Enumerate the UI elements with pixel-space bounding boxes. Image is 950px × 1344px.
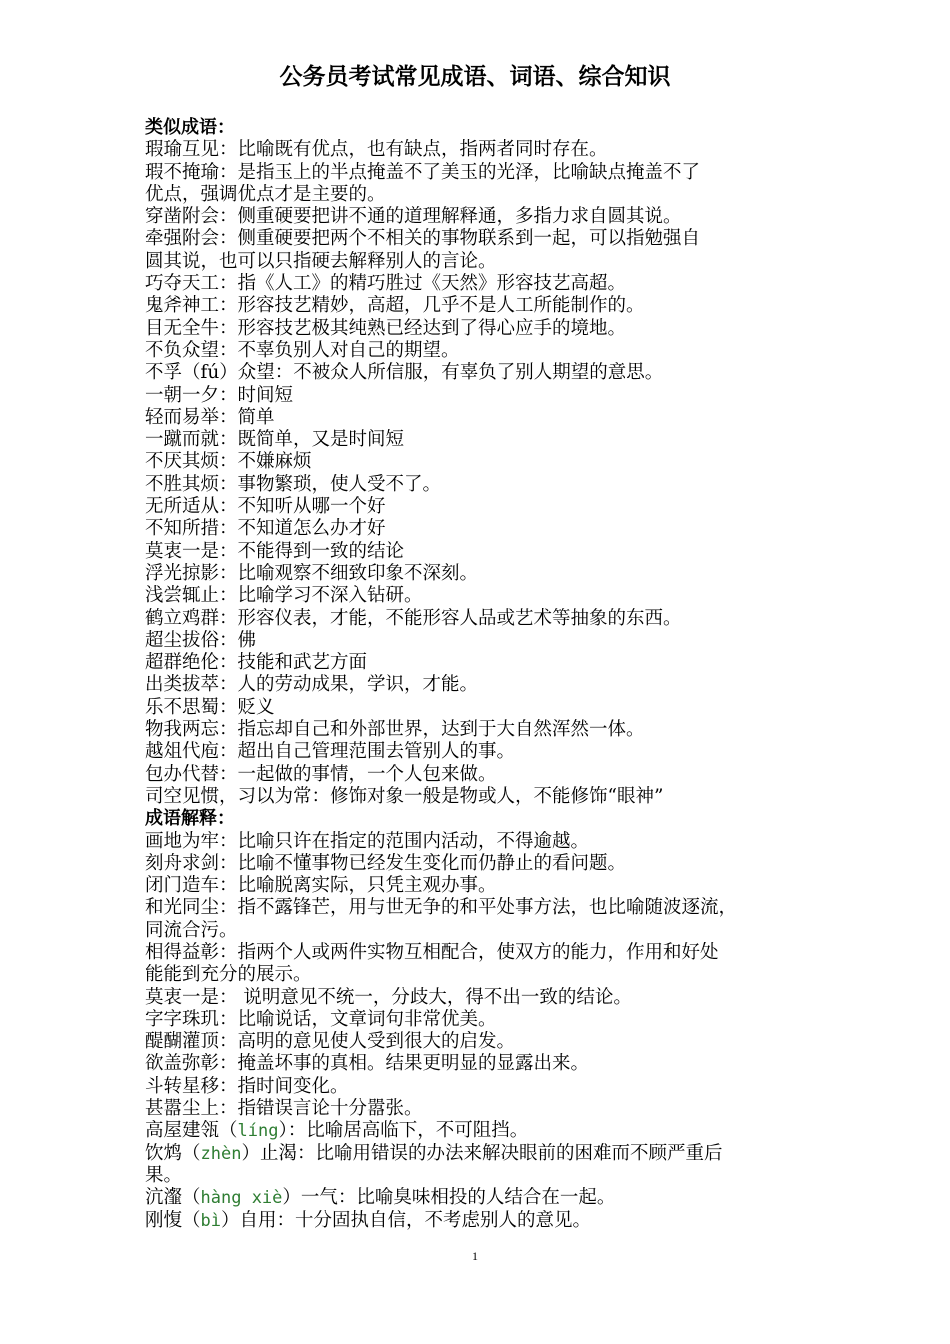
document-body [145,117,825,1232]
text-line: 优点，强调优点才是主要的。 [145,183,386,205]
text-line: 果。 [145,1164,183,1186]
text-line: 莫衷一是：不能得到一致的结论 [145,540,405,562]
page-title: 公务员考试常见成语、词语、综合知识 [279,64,671,90]
text-line: 圆其说，也可以只指硬去解释别人的言论。 [145,250,497,272]
text-line: 醍醐灌顶：高明的意见使人受到很大的启发。 [145,1031,516,1053]
text-line: 同流合污。 [145,919,238,941]
text-line: 巧夺天工：指《人工》的精巧胜过《天然》形容技艺高超。 [145,273,627,295]
text-line: 画地为牢：比喻只许在指定的范围内活动，不得逾越。 [145,830,590,852]
text-line: 能能到充分的展示。 [145,964,312,986]
text-line: 目无全牛：形容技艺极其纯熟已经达到了得心应手的境地。 [145,317,627,339]
text-line: 穿凿附会：侧重硬要把讲不通的道理解释通，多指力求自圆其说。 [145,206,682,228]
text-segment: ）止渴：比喻用错误的办法来解决眼前的困难而不顾严重后 [241,1142,723,1164]
text-line: 不负众望：不辜负别人对自己的期望。 [145,339,460,361]
text-line: 司空见惯，习以为常：修饰对象一般是物或人，不能修饰“眼神” [145,785,664,807]
text-line: 超群绝伦：技能和武艺方面 [145,652,368,674]
text-segment: ）：比喻居高临下，不可阻挡。 [278,1120,529,1142]
text-line: 浅尝辄止：比喻学习不深入钻研。 [145,585,423,607]
text-segment: 高屋建瓴（ [145,1120,238,1142]
text-segment: 刚愎（ [145,1209,201,1231]
pinyin-annotation: bì [200,1210,221,1231]
section-heading: 成语解释： [145,808,235,830]
text-line: 包办代替：一起做的事情，一个人包来做。 [145,763,497,785]
page-number: 1 [472,1249,478,1263]
text-line: 不厌其烦：不嫌麻烦 [145,451,312,473]
text-line: 斗转星移：指时间变化。 [145,1075,349,1097]
text-line: 不知所措：不知道怎么办才好 [145,518,386,540]
text-line: 相得益彰：指两个人或两件实物互相配合，使双方的能力，作用和好处 [145,941,719,963]
text-line [145,1143,825,1165]
text-line: 无所适从：不知听从哪一个好 [145,496,386,518]
text-line: 一蹴而就：既简单，又是时间短 [145,429,405,451]
text-line: 鬼斧神工：形容技艺精妙，高超，几乎不是人工所能制作的。 [145,295,645,317]
pinyin-annotation: hàng xiè [200,1188,283,1209]
text-line: 越俎代庖：超出自己管理范围去管别人的事。 [145,741,516,763]
text-line: 甚嚣尘上：指错误言论十分嚣张。 [145,1098,423,1120]
text-line: 瑕瑜互见：比喻既有优点，也有缺点，指两者同时存在。 [145,139,608,161]
text-line: 不孚（fú）众望：不被众人所信服，有辜负了别人期望的意思。 [145,362,664,384]
text-line: 鹤立鸡群：形容仪表，才能，不能形容人品或艺术等抽象的东西。 [145,607,682,629]
text-line: 和光同尘：指不露锋芒，用与世无争的和平处事方法，也比喻随波逐流， [145,897,738,919]
text-line [145,1187,825,1209]
section-heading: 类似成语： [145,117,235,138]
text-line: 超尘拔俗：佛 [145,629,257,651]
text-segment: 沆瀣（ [145,1187,201,1209]
text-line: 闭门造车：比喻脱离实际，只凭主观办事。 [145,875,497,897]
text-segment: ）一气：比喻臭味相投的人结合在一起。 [282,1187,616,1209]
text-line: 欲盖弥彰：掩盖坏事的真相。结果更明显的显露出来。 [145,1053,590,1075]
text-line: 浮光掠影：比喻观察不细致印象不深刻。 [145,562,479,584]
text-line: 不胜其烦：事物繁琐，使人受不了。 [145,473,442,495]
pinyin-annotation: líng [237,1121,279,1142]
text-line: 轻而易举：简单 [145,406,275,428]
text-line: 物我两忘：指忘却自己和外部世界，达到于大自然浑然一体。 [145,719,645,741]
text-line: 刻舟求剑：比喻不懂事物已经发生变化而仍静止的看问题。 [145,852,627,874]
text-line: 乐不思蜀：贬义 [145,696,275,718]
text-segment: ）自用：十分固执自信，不考虑别人的意见。 [221,1209,592,1231]
text-line [145,1210,825,1232]
text-line: 瑕不掩瑜：是指玉上的半点掩盖不了美玉的光泽，比喻缺点掩盖不了 [145,161,701,183]
text-segment: 饮鸩（ [145,1142,201,1164]
text-line: 出类拔萃：人的劳动成果，学识，才能。 [145,674,479,696]
text-line: 字字珠玑：比喻说话，文章词句非常优美。 [145,1008,497,1030]
text-line: 一朝一夕：时间短 [145,384,294,406]
text-line [145,1120,825,1142]
text-line: 牵强附会：侧重硬要把两个不相关的事物联系到一起，可以指勉强自 [145,228,701,250]
text-line: 莫衷一是： 说明意见不统一，分歧大，得不出一致的结论。 [145,986,632,1008]
pinyin-annotation: zhèn [200,1143,242,1164]
